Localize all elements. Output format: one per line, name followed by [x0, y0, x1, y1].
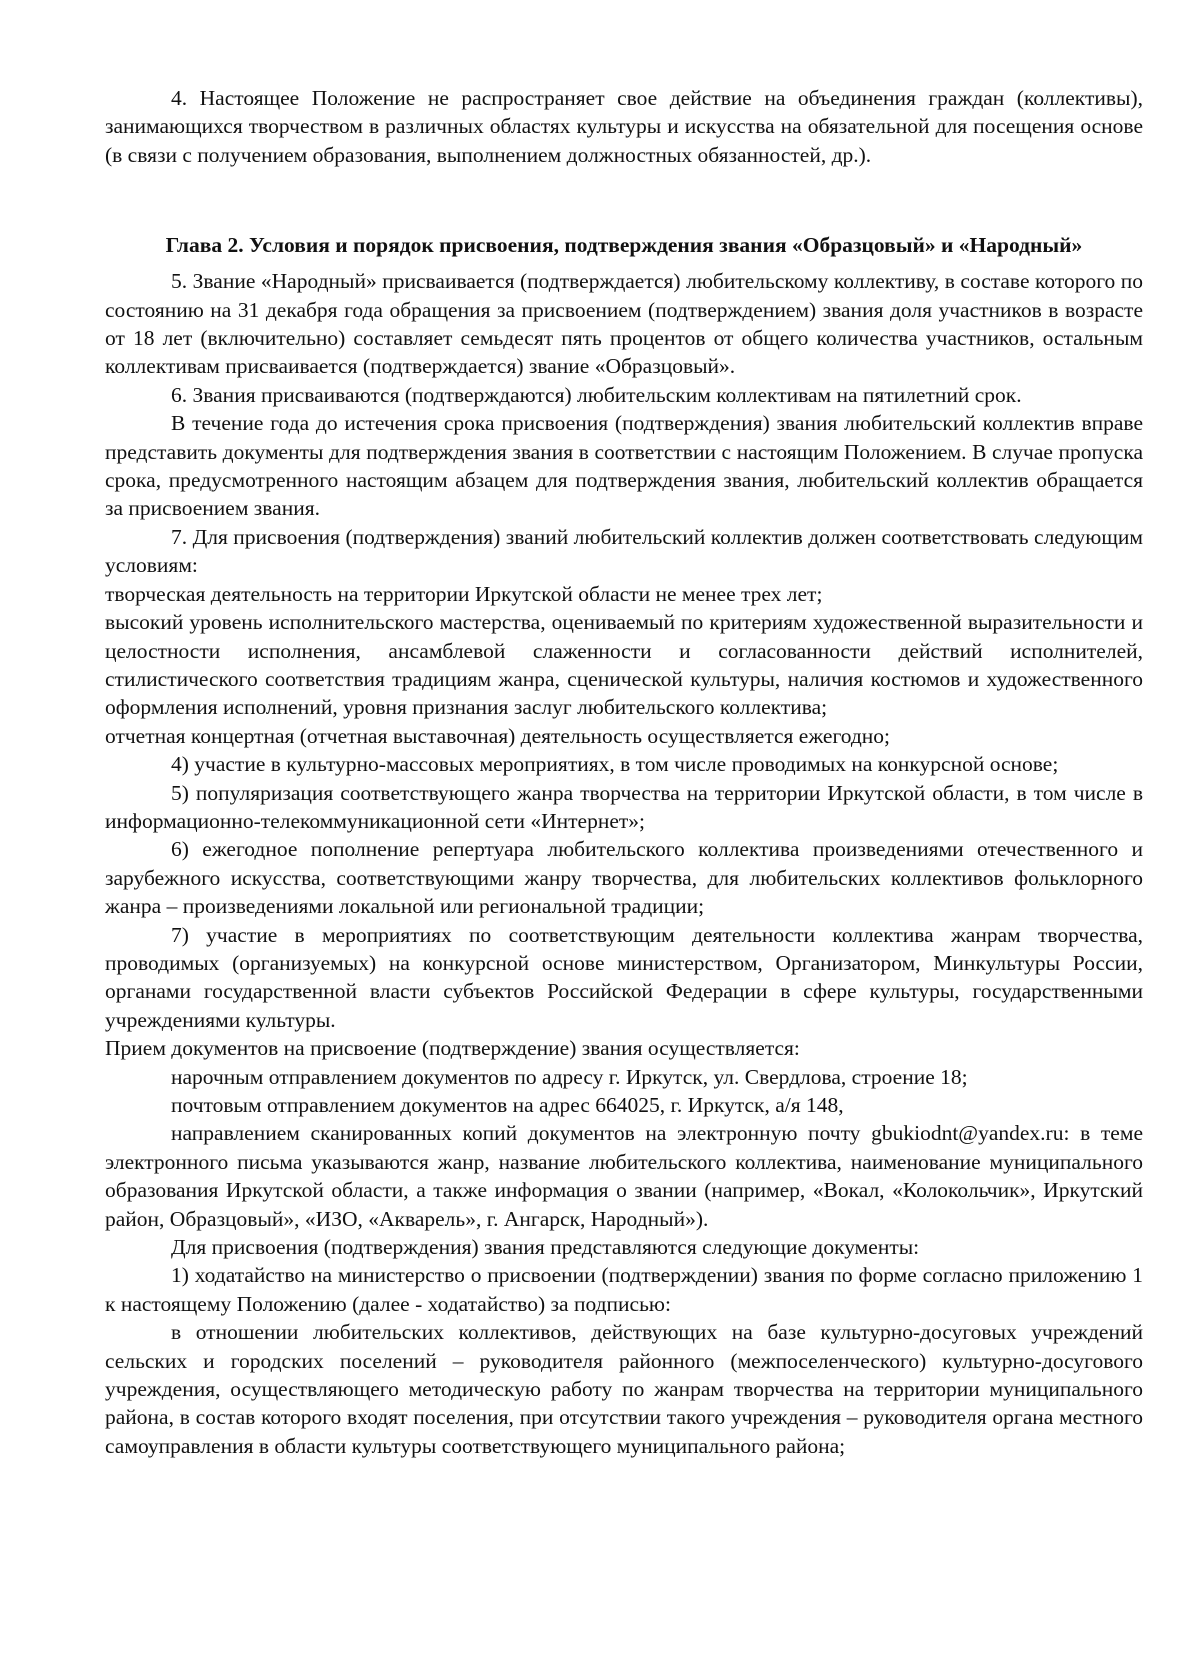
condition-item: отчетная концертная (отчетная выставочная) деятельность осуществляется ежегодно;	[105, 723, 891, 748]
paragraph-5: 5. Звание «Народный» присваивается (подтверждается) любительскому коллективу, в составе которого по состоянию на 31 декабря года обращения за присвоением (подтверждением) звания доля участников в возрасте от 18 лет (включительно) составляет семьдесят пять процентов от общего количества участников, остальным коллективам присваивается (подтверждается) звание «Образцовый».	[105, 269, 1143, 379]
paragraph-4: 4. Настоящее Положение не распространяет свое действие на объединения граждан (коллективы), занимающихся творчеством в различных областях культуры и искусства на обязательной для посещения основе (в связи с получением образования, выполнением должностных обязанностей, др.).	[105, 86, 1143, 167]
reception-item: нарочным отправлением документов по адресу г. Иркутск, ул. Свердлова, строение 18;	[171, 1064, 968, 1089]
condition-item: 4) участие в культурно-массовых мероприятиях, в том числе проводимых на конкурсной основе;	[171, 752, 1059, 777]
documents-item: 1) ходатайство на министерство о присвоении (подтверждении) звания по форме согласно приложению 1 к настоящему Положению (далее - ходатайство) за подписью:	[105, 1263, 1143, 1316]
condition-item: 6) ежегодное пополнение репертуара любительского коллектива произведениями отечественного и зарубежного искусства, соответствующими жанру творчества, для любительских коллективов фольклорного жанра – произведениями локальной или региональной традиции;	[105, 837, 1143, 919]
reception-item: почтовым отправлением документов на адрес 664025, г. Иркутск, а/я 148,	[171, 1093, 844, 1117]
reception-item-email: направлением сканированных копий документов на электронную почту gbukiodnt@yandex.ru: в теме электронного письма указываются жанр, название любительского коллектива, наименование муниципального образования Иркутской области, а также информация о звании (например, «Вокал, «Колокольчик», Иркутский район, Образцовый», «ИЗО, «Акварель», г. Ангарск, Народный»).	[105, 1121, 1143, 1231]
documents-intro: Для присвоения (подтверждения) звания представляются следующие документы:	[171, 1235, 920, 1260]
reception-intro: Прием документов на присвоение (подтверждение) звания осуществляется:	[105, 1036, 800, 1061]
paragraph-6-continuation: В течение года до истечения срока присвоения (подтверждения) звания любительский коллектив вправе представить документы для подтверждения звания в соответствии с настоящим Положением. В случае пропуска срока, предусмотренного настоящим абзацем для подтверждения звания, любительский коллектив обращается за присвоением звания.	[105, 411, 1143, 521]
chapter-heading: Глава 2. Условия и порядок присвоения, подтверждения звания «Образцовый» и «Народный»	[165, 233, 1083, 258]
documents-item: в отношении любительских коллективов, действующих на базе культурно-досуговых учреждений сельских и городских поселений – руководителя районного (межпоселенческого) культурно-досугового учреждения, осуществляющего методическую работу по жанрам творчества на территории муниципального района, в состав которого входят поселения, при отсутствии такого учреждения – руководителя органа местного самоуправления в области культуры соответствующего муниципального района;	[105, 1320, 1143, 1458]
paragraph-6: 6. Звания присваиваются (подтверждаются) любительским коллективам на пятилетний срок.	[171, 382, 1022, 407]
paragraph-7: 7. Для присвоения (подтверждения) званий любительский коллектив должен соответствовать следующим условиям:	[105, 524, 1143, 578]
condition-item: 5) популяризация соответствующего жанра творчества на территории Иркутской области, в том числе в информационно-телекоммуникационной сети «Интернет»;	[105, 780, 1143, 833]
condition-item: творческая деятельность на территории Иркутской области не менее трех лет;	[105, 581, 823, 606]
condition-item: 7) участие в мероприятиях по соответствующим деятельности коллектива жанрам творчества, проводимых (организуемых) на конкурсной основе министерством, Организатором, Минкультуры России, органами государственной власти субъектов Российской Федерации в сфере культуры, государственными учреждениями культуры.	[105, 922, 1143, 1032]
condition-item: высокий уровень исполнительского мастерства, оцениваемый по критериям художественной выразительности и целостности исполнения, ансамблевой слаженности и согласованности действий исполнителей, стилистического соответствия традициям жанра, сценической культуры, наличия костюмов и художественного оформления исполнений, уровня признания заслуг любительского коллектива;	[105, 610, 1143, 720]
document-page	[105, 84, 1143, 1460]
